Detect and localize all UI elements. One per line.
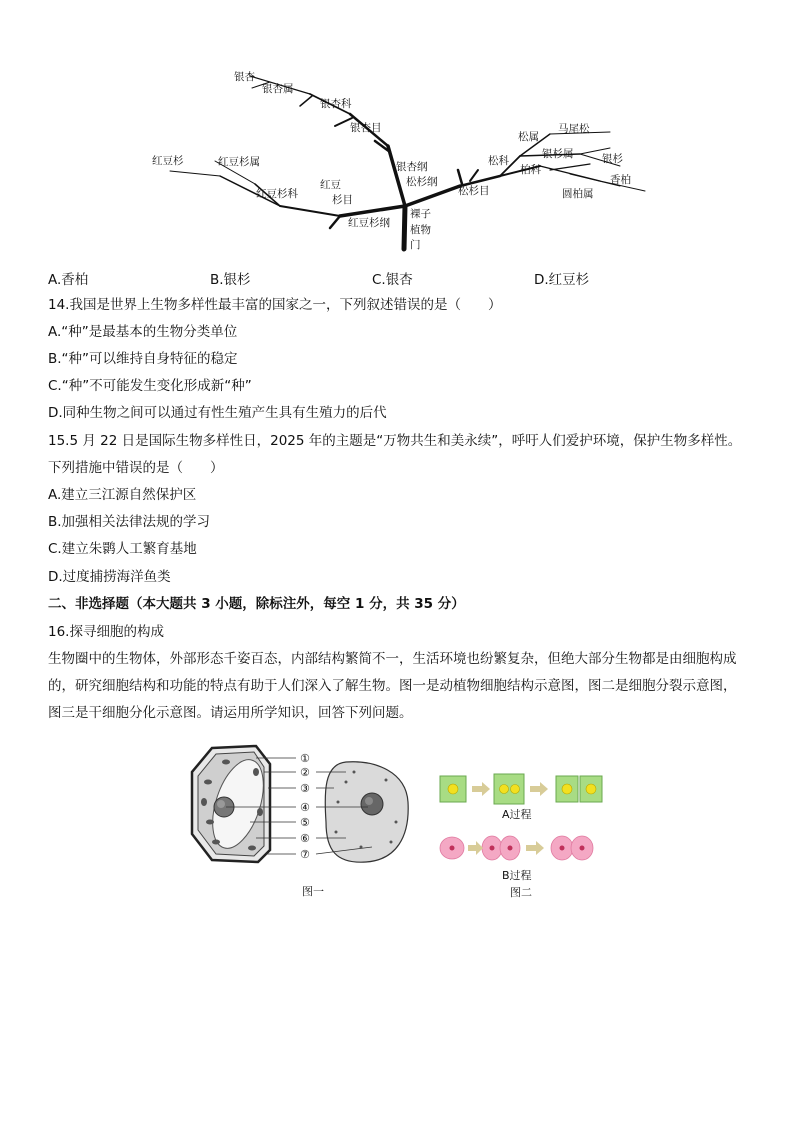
tree-label: 松杉目 [458, 185, 490, 197]
q15-option-b[interactable]: B.加强相关法律法规的学习 [48, 514, 211, 530]
tree-label: 银杏纲 [396, 161, 428, 173]
figure-1-cells [186, 742, 426, 902]
q13-option-c[interactable]: C.银杏 [372, 272, 413, 288]
q15-option-a[interactable]: A.建立三江源自然保护区 [48, 487, 197, 503]
q14-option-c[interactable]: C.“种”不可能发生变化形成新“种” [48, 378, 252, 394]
fig2-a-label: A过程 [502, 808, 532, 821]
classification-tree-figure [140, 66, 660, 256]
fig1-caption: 图一 [302, 885, 324, 898]
q15-stem-line2: 下列措施中错误的是（ ） [48, 460, 224, 476]
tree-label: 红豆杉纲 [348, 217, 390, 229]
fig1-label-3: ③ [300, 782, 310, 795]
fig2-caption: 图二 [510, 886, 532, 899]
tree-label: 马尾松 [558, 123, 590, 135]
q15-option-c[interactable]: C.建立朱鹮人工繁育基地 [48, 541, 197, 557]
fig1-label-1: ① [300, 752, 310, 765]
tree-label: 银杉属 [542, 148, 574, 160]
tree-label: 裸子 [410, 208, 431, 220]
tree-label: 香柏 [610, 174, 631, 186]
tree-label: 红豆杉科 [256, 188, 298, 200]
tree-label: 银杏属 [262, 83, 294, 95]
fig1-label-4: ④ [300, 801, 310, 814]
q15-stem-line1: 15.5 月 22 日是国际生物多样性日，2025 年的主题是“万物共生和美永续”，呼吁人们爱护环境，保护生物多样性。 [48, 433, 742, 449]
tree-label: 红豆 [320, 179, 341, 191]
q13-option-d[interactable]: D.红豆杉 [534, 272, 590, 288]
section-2-heading: 二、非选择题（本大题共 3 小题，除标注外，每空 1 分，共 35 分） [48, 596, 465, 612]
q15-option-d[interactable]: D.过度捕捞海洋鱼类 [48, 569, 171, 585]
q13-option-a[interactable]: A.香柏 [48, 272, 89, 288]
q13-option-b[interactable]: B.银杉 [210, 272, 251, 288]
tree-label: 杉目 [332, 194, 353, 206]
fig1-label-7: ⑦ [300, 848, 310, 861]
fig1-label-2: ② [300, 766, 310, 779]
q14-option-b[interactable]: B.“种”可以维持自身特征的稳定 [48, 351, 238, 367]
q16-paragraph: 生物圈中的生物体，外部形态千姿百态，内部结构繁简不一，生活环境也纷繁复杂，但绝大部分生物都是由细胞构成的，研究细胞结构和功能的特点有助于人们深入了解生物。图一是动植物细胞结构示意图，图二是细胞分裂示意图，图三是干细胞分化示意图。请运用所学知识，回答下列问题。 [48, 651, 737, 721]
q14-option-a[interactable]: A.“种”是最基本的生物分类单位 [48, 324, 238, 340]
tree-label: 红豆杉 [152, 155, 184, 167]
tree-label: 松科 [488, 155, 509, 167]
tree-label: 柏科 [520, 164, 541, 176]
fig2-b-label: B过程 [502, 869, 532, 882]
fig1-label-6: ⑥ [300, 832, 310, 845]
fig1-label-5: ⑤ [300, 816, 310, 829]
figure-2-cell-division [436, 770, 616, 900]
tree-label: 松属 [518, 131, 539, 143]
tree-label: 银杏 [234, 71, 255, 83]
tree-label: 圆柏属 [562, 188, 594, 200]
tree-label: 银杉 [602, 153, 623, 165]
tree-label: 红豆杉属 [218, 156, 260, 168]
q14-stem: 14.我国是世界上生物多样性最丰富的国家之一，下列叙述错误的是（ ） [48, 297, 502, 313]
tree-label: 银杏科 [320, 98, 352, 110]
tree-label: 门 [410, 239, 421, 251]
tree-label: 松杉纲 [406, 176, 438, 188]
tree-label: 银杏目 [350, 122, 382, 134]
animal-nucleus [361, 793, 383, 815]
q14-option-d[interactable]: D.同种生物之间可以通过有性生殖产生具有生殖力的后代 [48, 405, 387, 421]
tree-label: 植物 [410, 224, 431, 236]
q16-title: 16.探寻细胞的构成 [48, 624, 164, 640]
